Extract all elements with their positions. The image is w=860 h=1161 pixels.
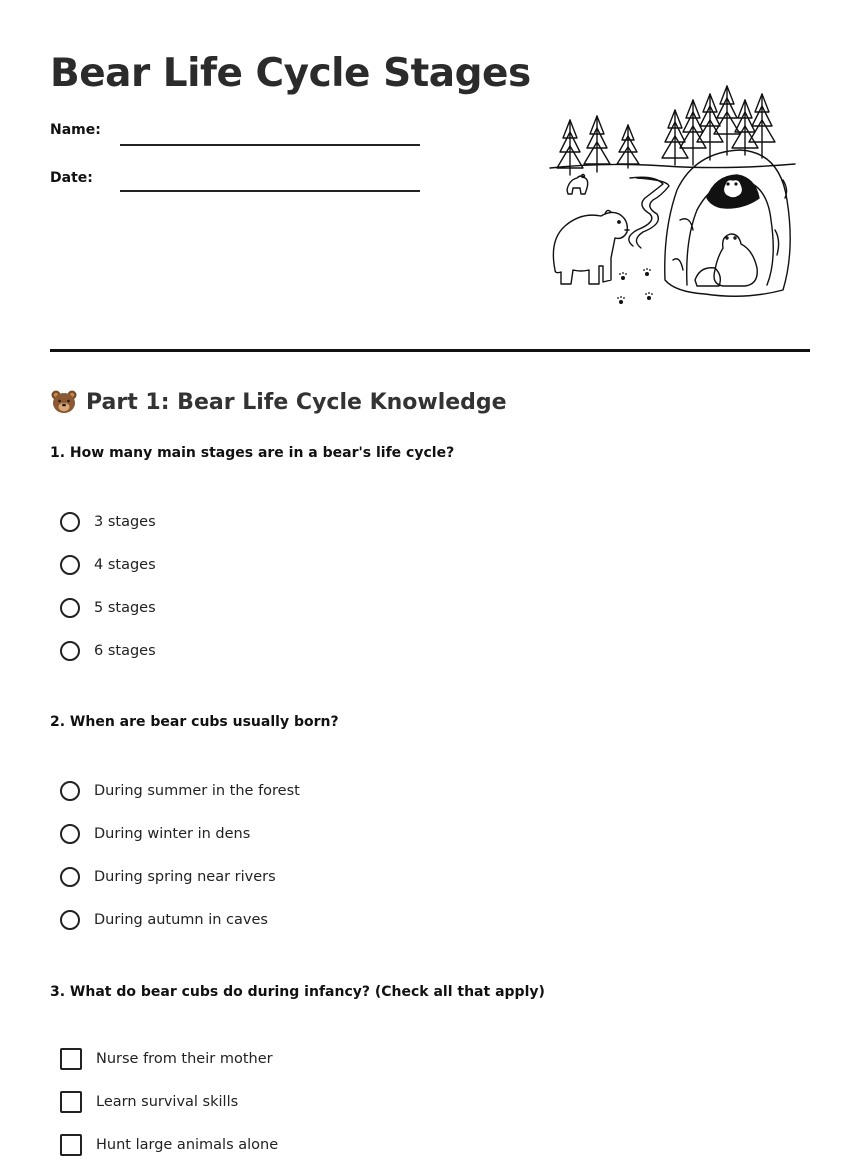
q2-option-1[interactable]	[60, 778, 300, 804]
bear-cub-icon	[695, 234, 757, 286]
bear-face-icon	[50, 388, 78, 416]
bear-icon	[553, 210, 629, 284]
option-label: 3 stages	[94, 514, 156, 530]
checkbox[interactable]	[60, 1134, 82, 1156]
bear-in-cave-icon	[723, 180, 742, 199]
q1-option-1[interactable]	[60, 509, 156, 535]
stream-icon	[629, 177, 669, 248]
option-label: During summer in the forest	[94, 783, 300, 799]
option-label: During autumn in caves	[94, 912, 268, 928]
bear-cave-forest-illustration	[545, 80, 805, 312]
option-label: 4 stages	[94, 557, 156, 573]
radio-button[interactable]	[60, 641, 80, 661]
radio-button[interactable]	[60, 867, 80, 887]
option-label: Hunt large animals alone	[96, 1137, 279, 1153]
date-label: Date:	[50, 170, 93, 186]
q1-option-2[interactable]	[60, 552, 156, 578]
option-label: During winter in dens	[94, 826, 251, 842]
option-label: 6 stages	[94, 643, 156, 659]
name-field[interactable]	[120, 144, 420, 146]
small-bear-icon	[567, 175, 588, 195]
radio-button[interactable]	[60, 598, 80, 618]
question-3: 3. What do bear cubs do during infancy? (Check all that apply)	[50, 984, 545, 1000]
q3-option-3[interactable]	[60, 1132, 278, 1158]
q2-option-3[interactable]	[60, 864, 276, 890]
option-label: Nurse from their mother	[96, 1051, 273, 1067]
section-divider	[50, 349, 810, 352]
radio-button[interactable]	[60, 910, 80, 930]
section-heading	[50, 388, 507, 416]
radio-button[interactable]	[60, 781, 80, 801]
checkbox[interactable]	[60, 1091, 82, 1113]
name-label: Name:	[50, 122, 101, 138]
checkbox[interactable]	[60, 1048, 82, 1070]
page-title: Bear Life Cycle Stages	[50, 51, 531, 96]
option-label: Learn survival skills	[96, 1094, 239, 1110]
question-1: 1. How many main stages are in a bear's life cycle?	[50, 445, 455, 461]
question-2: 2. When are bear cubs usually born?	[50, 714, 339, 730]
radio-button[interactable]	[60, 555, 80, 575]
q2-option-4[interactable]	[60, 907, 268, 933]
section-heading-text: Part 1: Bear Life Cycle Knowledge	[86, 389, 507, 415]
q1-option-4[interactable]	[60, 638, 156, 664]
q1-option-3[interactable]	[60, 595, 156, 621]
q2-option-2[interactable]	[60, 821, 250, 847]
radio-button[interactable]	[60, 824, 80, 844]
paw-prints-icon	[617, 268, 653, 304]
option-label: 5 stages	[94, 600, 156, 616]
q3-option-2[interactable]	[60, 1089, 238, 1115]
date-field[interactable]	[120, 190, 420, 192]
option-label: During spring near rivers	[94, 869, 276, 885]
radio-button[interactable]	[60, 512, 80, 532]
q3-option-1[interactable]	[60, 1046, 273, 1072]
